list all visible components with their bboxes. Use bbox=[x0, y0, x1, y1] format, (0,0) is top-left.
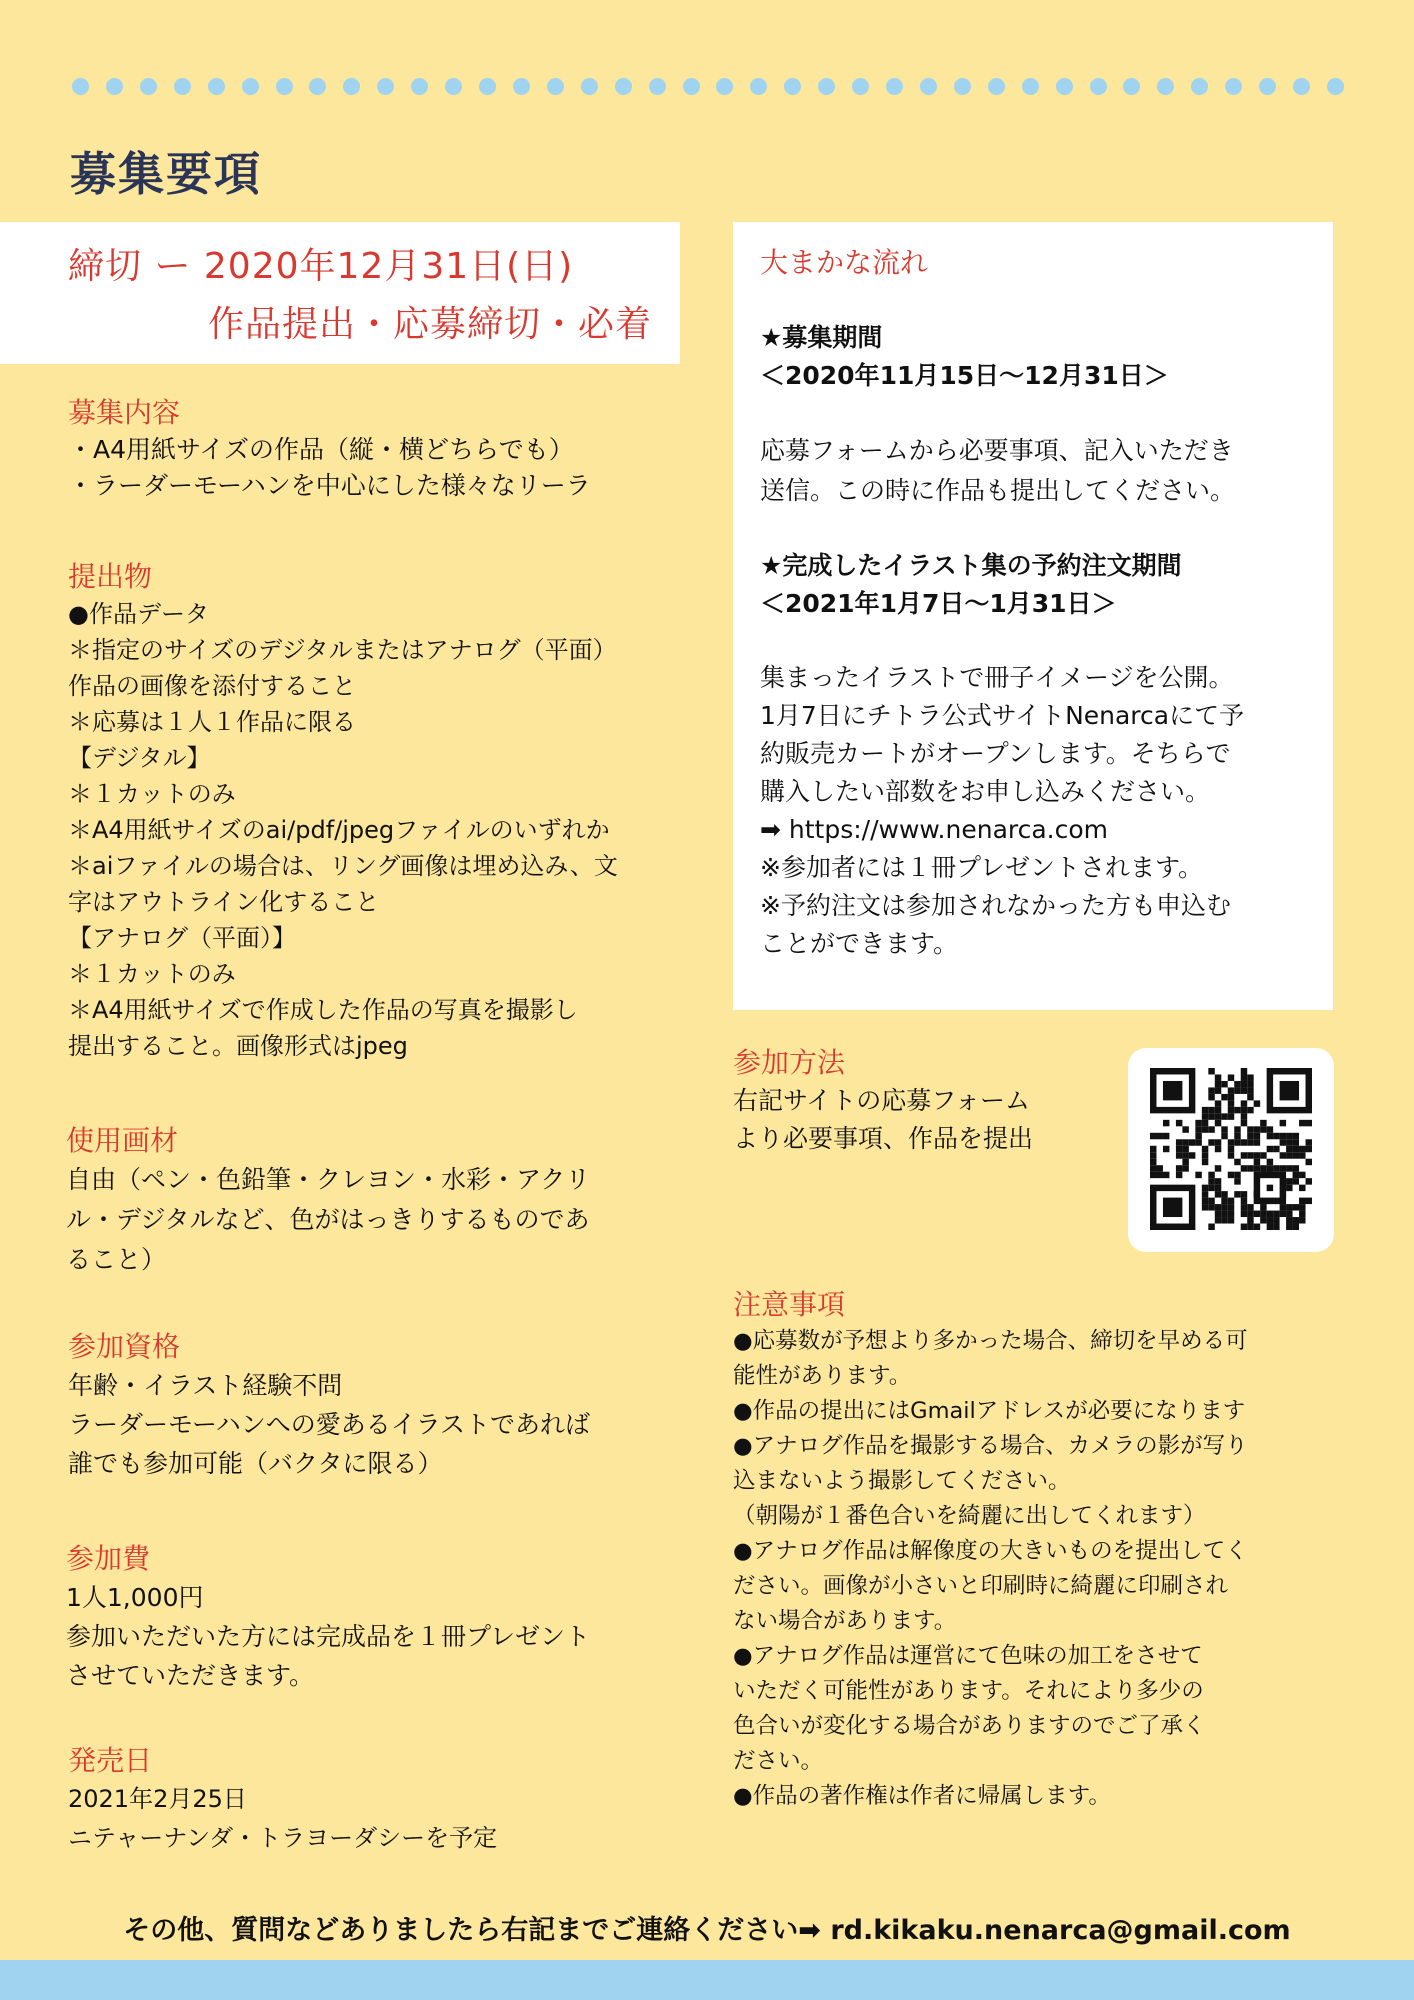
text-line: 年齢・イラスト経験不問 bbox=[68, 1371, 343, 1400]
section-body bbox=[66, 1160, 590, 1280]
divider-dot bbox=[954, 78, 971, 95]
text-line: 1人1,000円 bbox=[66, 1583, 204, 1612]
divider-dot bbox=[174, 78, 191, 95]
divider-dot bbox=[649, 78, 666, 95]
divider-dot bbox=[716, 78, 733, 95]
text-line: ル・デジタルなど、色がはっきりするものであ bbox=[66, 1205, 590, 1234]
text-line: ＊A4用紙サイズで作成した作品の写真を撮影し bbox=[68, 996, 578, 1024]
text-line: ない場合があります。 bbox=[733, 1608, 957, 1634]
period-title: ★完成したイラスト集の予約注文期間 bbox=[760, 551, 1182, 580]
divider-dot bbox=[1123, 78, 1140, 95]
text-line: ること） bbox=[66, 1245, 167, 1274]
divider-dot bbox=[784, 78, 801, 95]
text-line: 能性があります。 bbox=[733, 1363, 912, 1389]
period-description bbox=[760, 659, 1320, 963]
text-line: ●応募数が予想より多かった場合、締切を早める可 bbox=[733, 1328, 1248, 1354]
text-line: ●アナログ作品を撮影する場合、カメラの影が写り bbox=[733, 1433, 1248, 1459]
text-line: ラーダーモーハンへの愛あるイラストであれば bbox=[68, 1410, 591, 1439]
divider-dot bbox=[1056, 78, 1073, 95]
divider-dot bbox=[242, 78, 259, 95]
section-body bbox=[733, 1324, 1248, 1814]
text-line: ＊A4用紙サイズのai/pdf/jpegファイルのいずれか bbox=[68, 816, 610, 844]
text-line: 右記サイトの応募フォーム bbox=[733, 1086, 1031, 1115]
section-release bbox=[68, 1742, 497, 1858]
text-line: 購入したい部数をお申し込みください。 bbox=[760, 777, 1211, 806]
divider-dot bbox=[309, 78, 326, 95]
divider-dot bbox=[343, 78, 360, 95]
divider-dot bbox=[886, 78, 903, 95]
section-body bbox=[68, 596, 618, 1064]
divider-dot bbox=[1327, 78, 1344, 95]
contact-footer: その他、質問などありましたら右記までご連絡ください➡ rd.kikaku.nenarca@gmail.com bbox=[123, 1915, 1291, 1946]
text-line: ださい。画像が小さいと印刷時に綺麗に印刷され bbox=[733, 1573, 1229, 1599]
section-fee bbox=[66, 1540, 590, 1695]
section-heading: 注意事項 bbox=[733, 1288, 846, 1321]
section-heading: 提出物 bbox=[68, 560, 153, 593]
flow-heading: 大まかな流れ bbox=[760, 246, 929, 279]
text-line: ●作品の著作権は作者に帰属します。 bbox=[733, 1783, 1111, 1809]
text-line: ＊指定のサイズのデジタルまたはアナログ（平面） bbox=[68, 636, 617, 664]
period-description bbox=[760, 431, 1320, 511]
text-line: 込まないよう撮影してください。 bbox=[733, 1468, 1071, 1494]
section-heading: 参加費 bbox=[66, 1542, 151, 1575]
section-heading: 使用画材 bbox=[66, 1124, 179, 1157]
divider-dot bbox=[208, 78, 225, 95]
divider-dot bbox=[72, 78, 89, 95]
page-title: 募集要項 bbox=[70, 147, 262, 201]
text-line: 自由（ペン・色鉛筆・クレヨン・水彩・アクリ bbox=[66, 1165, 591, 1194]
deadline-note: 作品提出・応募締切・必着 bbox=[208, 304, 653, 345]
section-heading: 発売日 bbox=[68, 1744, 153, 1777]
text-line: 字はアウトライン化すること bbox=[68, 888, 380, 916]
divider-dot bbox=[1022, 78, 1039, 95]
divider-dot bbox=[106, 78, 123, 95]
section-body bbox=[66, 1578, 590, 1695]
text-line: 誰でも参加可能（バクタに限る） bbox=[68, 1449, 443, 1478]
divider-dot bbox=[1157, 78, 1174, 95]
dotted-divider bbox=[72, 78, 1344, 96]
divider-dot bbox=[1191, 78, 1208, 95]
section-body bbox=[733, 1082, 1033, 1158]
text-line: ・A4用紙サイズの作品（縦・横どちらでも） bbox=[68, 435, 574, 464]
text-line: ●アナログ作品は運営にて色味の加工をさせて bbox=[733, 1643, 1203, 1669]
divider-dot bbox=[411, 78, 428, 95]
divider-dot bbox=[547, 78, 564, 95]
text-line: 2021年2月25日 bbox=[68, 1785, 247, 1813]
text-line: ＊応募は１人１作品に限る bbox=[68, 708, 356, 736]
divider-dot bbox=[513, 78, 530, 95]
text-line: ※参加者には１冊プレゼントされます。 bbox=[760, 853, 1203, 882]
section-content bbox=[68, 394, 591, 504]
text-line: 送信。この時に作品も提出してください。 bbox=[760, 476, 1236, 505]
divider-dot bbox=[683, 78, 700, 95]
text-line: より必要事項、作品を提出 bbox=[733, 1124, 1034, 1153]
website-link[interactable]: ➡ https://www.nenarca.com bbox=[760, 815, 1109, 844]
section-submission bbox=[68, 558, 618, 1064]
divider-dot bbox=[920, 78, 937, 95]
deadline-date: 締切 ー 2020年12月31日(日) bbox=[68, 246, 574, 287]
section-materials bbox=[66, 1122, 590, 1280]
section-heading: 参加資格 bbox=[68, 1330, 181, 1363]
text-line: ●アナログ作品は解像度の大きいものを提出してく bbox=[733, 1538, 1248, 1564]
text-line: 【アナログ（平面）】 bbox=[68, 924, 296, 952]
text-line: ことができます。 bbox=[760, 929, 959, 958]
text-line: いただく可能性があります。それにより多少の bbox=[733, 1678, 1204, 1704]
section-heading: 参加方法 bbox=[733, 1046, 846, 1079]
divider-dot bbox=[818, 78, 835, 95]
divider-dot bbox=[479, 78, 496, 95]
text-line: ださい。 bbox=[733, 1748, 824, 1774]
text-line: ●作品の提出にはGmailアドレスが必要になります bbox=[733, 1398, 1246, 1424]
text-line: 集まったイラストで冊子イメージを公開。 bbox=[760, 663, 1234, 692]
section-body bbox=[68, 1780, 497, 1858]
text-line: 作品の画像を添付すること bbox=[68, 672, 356, 700]
divider-dot bbox=[988, 78, 1005, 95]
section-body bbox=[68, 432, 591, 504]
text-line: 1月7日にチトラ公式サイトNenarcaにて予 bbox=[760, 701, 1245, 730]
text-line: ・ラーダーモーハンを中心にした様々なリーラ bbox=[68, 471, 591, 500]
text-line: 色合いが変化する場合がありますのでご了承く bbox=[733, 1713, 1206, 1739]
text-line: ＊１カットのみ bbox=[68, 780, 236, 808]
text-line: ＊１カットのみ bbox=[68, 960, 236, 988]
period-dates: ＜2021年1月7日〜1月31日＞ bbox=[760, 589, 1117, 618]
section-body bbox=[68, 1366, 590, 1483]
section-howto bbox=[733, 1044, 1033, 1158]
text-line: 【デジタル】 bbox=[68, 744, 211, 772]
section-eligibility bbox=[68, 1328, 590, 1483]
text-line: 提出すること。画像形式はjpeg bbox=[68, 1032, 408, 1060]
divider-dot bbox=[1293, 78, 1310, 95]
divider-dot bbox=[581, 78, 598, 95]
text-line: （朝陽が１番色合いを綺麗に出してくれます） bbox=[733, 1503, 1206, 1529]
text-line: 約販売カートがオープンします。そちらで bbox=[760, 739, 1231, 768]
divider-dot bbox=[377, 78, 394, 95]
period-title: ★募集期間 bbox=[760, 323, 883, 352]
section-notes bbox=[733, 1286, 1248, 1814]
divider-dot bbox=[276, 78, 293, 95]
divider-dot bbox=[615, 78, 632, 95]
text-line: ●作品データ bbox=[68, 600, 209, 628]
divider-dot bbox=[852, 78, 869, 95]
divider-dot bbox=[1259, 78, 1276, 95]
divider-dot bbox=[445, 78, 462, 95]
text-line: ※予約注文は参加されなかった方も申込む bbox=[760, 891, 1231, 920]
text-line: ＊aiファイルの場合は、リング画像は埋め込み、文 bbox=[68, 852, 618, 880]
divider-dot bbox=[140, 78, 157, 95]
qr-code-icon[interactable] bbox=[1150, 1068, 1312, 1230]
footer-bar bbox=[0, 1960, 1414, 2000]
period-dates: ＜2020年11月15日〜12月31日＞ bbox=[760, 361, 1169, 390]
text-line: 参加いただいた方には完成品を１冊プレゼント bbox=[66, 1622, 591, 1651]
text-line: させていただきます。 bbox=[66, 1661, 315, 1690]
divider-dot bbox=[1090, 78, 1107, 95]
divider-dot bbox=[1225, 78, 1242, 95]
text-line: 応募フォームから必要事項、記入いただき bbox=[760, 436, 1234, 465]
divider-dot bbox=[750, 78, 767, 95]
section-heading: 募集内容 bbox=[68, 396, 181, 429]
text-line: ニテャーナンダ・トラヨーダシーを予定 bbox=[68, 1824, 498, 1852]
flow-content bbox=[760, 245, 1320, 963]
